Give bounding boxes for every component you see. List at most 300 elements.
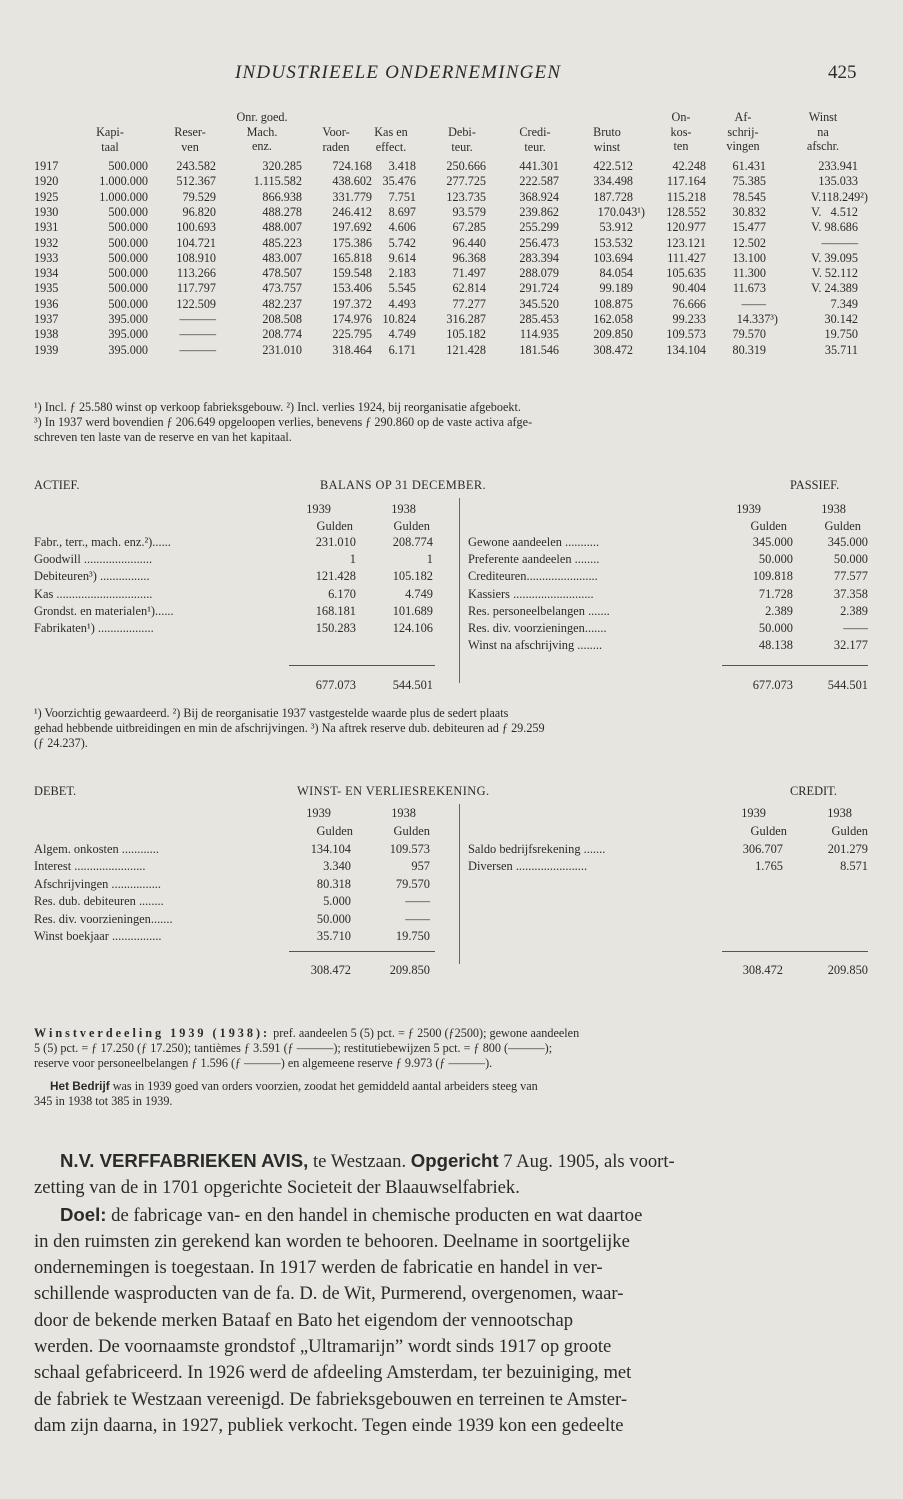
history-cell: 368.924 [519, 189, 559, 204]
history-cell: 1.000.000 [99, 174, 148, 189]
history-cell: 473.757 [262, 281, 302, 296]
actief-total-1938: 544.501 [392, 678, 433, 692]
history-cell: 246.412 [332, 204, 372, 219]
actief-value-1938: 208.774 [392, 535, 433, 549]
history-cell: 239.862 [519, 204, 559, 219]
history-cell: 197.692 [332, 220, 372, 235]
pl-unit-left: Gulden [316, 824, 353, 838]
history-cell: 288.079 [519, 266, 559, 281]
history-header-5: Kas en effect. [374, 125, 408, 154]
history-cell: 208.508 [262, 312, 302, 326]
debet-label: Winst boekjaar ................ [34, 929, 162, 943]
actief-value-1938: 124.106 [392, 621, 433, 635]
balance-unit-left: Gulden [316, 519, 353, 533]
history-cell: 208.774 [262, 327, 302, 342]
actief-value-1938: 105.182 [392, 569, 433, 584]
actief-value-1939: 150.283 [315, 621, 356, 635]
avis-line-4: in den ruimsten zin gerekend kan worden te behooren. Deelname in soortgelijke [34, 1230, 630, 1252]
history-cell: 291.724 [519, 281, 559, 296]
history-cell: 99.233 [672, 312, 706, 326]
page-number: 425 [828, 62, 857, 83]
passief-title: PASSIEF. [790, 478, 840, 492]
history-note-3: schreven ten laste van de reserve en van het kapitaal. [34, 430, 292, 444]
passief-value-1939: 109.818 [752, 569, 793, 584]
avis-location: te Westzaan. [312, 1151, 407, 1172]
history-cell: 187.728 [593, 189, 633, 204]
winstverdeeling-line-2: 5 (5) pct. = ƒ 17.250 (ƒ 17.250); tantièmes ƒ 3.591 (ƒ ———); restitutiebewijzen 5 pct. = ƒ 800 (———); [34, 1041, 553, 1055]
history-cell: 90.404 [672, 281, 706, 296]
history-cell: 71.497 [452, 266, 486, 281]
history-year: 1936 [34, 296, 59, 311]
history-cell: 181.546 [519, 342, 559, 357]
history-header-11: Winst na afschr. [806, 110, 840, 153]
history-cell: 19.750 [824, 327, 858, 342]
passief-total-rule [722, 665, 868, 666]
balance-unit-right: Gulden [824, 519, 861, 533]
debet-value-1938: 109.573 [389, 842, 430, 856]
history-cell: 243.582 [176, 159, 216, 173]
history-cell: 78.545 [732, 189, 766, 204]
history-cell: 2.183 [388, 266, 416, 281]
history-header-3: Onr. goed. Mach. enz. [236, 110, 288, 153]
history-cell: 103.694 [593, 250, 633, 265]
history-cell: 277.725 [446, 174, 486, 189]
debet-value-1938: 79.570 [395, 876, 430, 891]
history-cell: 225.795 [332, 327, 372, 342]
actief-value-1939: 168.181 [315, 603, 356, 618]
history-cell: 93.579 [452, 204, 486, 219]
history-cell: 233.941 [818, 159, 858, 173]
history-cell: 334.498 [593, 174, 633, 189]
history-cell: 500.000 [108, 296, 148, 311]
history-cell: 209.850 [593, 327, 633, 342]
history-year: 1933 [34, 250, 59, 265]
history-cell: 283.394 [519, 250, 559, 265]
history-cell: 100.693 [176, 220, 216, 235]
pl-year-1939-right: 1939 [741, 806, 766, 820]
history-cell: 105.182 [446, 327, 486, 342]
history-cell: 79.529 [182, 189, 216, 204]
history-cell: 121.428 [446, 342, 486, 357]
history-year: 1939 [34, 342, 59, 357]
debet-value-1938: 957 [411, 859, 430, 874]
history-cell: 256.473 [519, 235, 559, 250]
passief-value-1939: 48.138 [758, 638, 793, 653]
history-note-2: ³) In 1937 werd bovendien ƒ 206.649 opgeloopen verlies, benevens ƒ 290.860 op de vaste activa afge- [34, 415, 533, 429]
credit-value-1939: 1.765 [755, 859, 783, 874]
history-cell: 6.171 [388, 342, 416, 357]
debet-label: Res. dub. debiteuren ........ [34, 894, 164, 909]
history-cell: 134.104 [666, 342, 706, 357]
history-cell: 320.285 [262, 159, 302, 173]
history-year: 1917 [34, 159, 59, 173]
doel-label: Doel: [60, 1203, 107, 1225]
actief-total-rule [289, 665, 435, 666]
history-cell: 42.248 [672, 159, 706, 173]
avis-section [34, 1148, 874, 1439]
opgericht-label: Opgericht [410, 1150, 499, 1171]
history-header-2: Reser- ven [174, 125, 206, 154]
history-cell: 104.721 [176, 235, 216, 250]
history-notes [34, 400, 874, 445]
history-cell: 96.820 [182, 204, 216, 219]
history-cell: 61.431 [732, 159, 766, 173]
history-cell: 482.237 [262, 296, 302, 311]
debet-value-1939: 134.104 [310, 842, 351, 856]
history-cell: 111.427 [667, 250, 706, 265]
history-cell: 174.976 [332, 312, 372, 326]
history-cell: 99.189 [599, 281, 633, 296]
credit-total-rule [722, 951, 868, 952]
passief-label: Kassiers .......................... [468, 586, 594, 601]
history-cell: 14.337³) [736, 312, 778, 326]
history-cell: 117.797 [176, 281, 216, 296]
history-cell: 76.666 [672, 296, 706, 311]
history-cell: 8.697 [388, 204, 416, 219]
balance-note-3: (ƒ 24.237). [34, 736, 88, 750]
history-cell: 35.711 [824, 342, 858, 357]
passief-label: Crediteuren....................... [468, 569, 598, 584]
avis-line-7: door de bekende merken Bataaf en Bato het eigendom der vennootschap [34, 1309, 574, 1331]
history-cell: 318.464 [332, 342, 372, 357]
history-cell: 114.935 [519, 327, 559, 342]
debet-label: Algem. onkosten ............ [34, 842, 159, 856]
history-cell: 153.532 [593, 235, 633, 250]
actief-label: Grondst. en materialen¹)...... [34, 603, 174, 618]
history-header-6: Debi- teur. [448, 125, 476, 154]
history-header-1: Kapi- taal [96, 125, 124, 154]
history-cell: 170.043¹) [597, 204, 645, 219]
credit-title: CREDIT. [790, 784, 837, 798]
pl-divider [459, 804, 460, 964]
history-cell: 483.007 [262, 250, 302, 265]
avis-line-10: de fabriek te Westzaan vereenigd. De fabrieksgebouwen en terreinen te Amster- [34, 1388, 628, 1410]
history-cell: 395.000 [108, 327, 148, 342]
company-name: N.V. VERFFABRIEKEN AVIS, [60, 1150, 309, 1171]
balance-year-1939-right: 1939 [736, 502, 761, 516]
balance-divider [459, 498, 460, 683]
history-cell-empty: ——— [179, 327, 216, 342]
history-cell: 96.440 [452, 235, 486, 250]
history-cell: 120.977 [666, 220, 706, 235]
passief-value-1938: 37.358 [833, 586, 868, 601]
bedrijf-line-2: 345 in 1938 tot 385 in 1939. [34, 1094, 173, 1108]
history-cell: 7.349 [830, 296, 858, 311]
history-year: 1925 [34, 189, 59, 204]
debet-total-1939: 308.472 [310, 963, 351, 977]
history-cell: 162.058 [593, 312, 633, 326]
history-cell: 231.010 [262, 342, 302, 357]
history-cell: 12.502 [732, 235, 766, 250]
history-cell: 35.476 [382, 174, 416, 189]
history-header-4: Voor- raden [322, 125, 350, 154]
history-year: 1937 [34, 312, 59, 326]
history-cell: 15.477 [732, 220, 766, 235]
pl-year-1938-right: 1938 [827, 806, 852, 820]
history-cell: 96.368 [452, 250, 486, 265]
history-cell: 255.299 [519, 220, 559, 235]
history-cell: 395.000 [108, 342, 148, 357]
avis-line-6: schillende wasproducten van de fa. D. de Wit, Purmerend, overgenomen, waar- [34, 1283, 624, 1305]
debet-label: Afschrijvingen ................ [34, 876, 161, 891]
history-cell: 331.779 [332, 189, 372, 204]
passief-value-1938: —— [843, 621, 868, 635]
history-cell: 105.635 [666, 266, 706, 281]
history-cell: 175.386 [332, 235, 372, 250]
actief-label: Kas ............................... [34, 586, 153, 601]
history-year: 1938 [34, 327, 59, 342]
pl-unit-right: Gulden [831, 824, 868, 838]
credit-value-1938: 201.279 [827, 842, 868, 856]
history-cell: 153.406 [332, 281, 372, 296]
history-cell-empty: ——— [179, 312, 216, 326]
debet-value-1938: —— [405, 911, 430, 926]
history-cell: 500.000 [108, 204, 148, 219]
history-header-7: Credi- teur. [519, 125, 551, 154]
history-cell: 488.278 [262, 204, 302, 219]
passief-value-1938: 2.389 [840, 603, 868, 618]
actief-value-1939: 6.170 [328, 586, 356, 601]
credit-value-1939: 306.707 [742, 842, 783, 856]
balance-year-1939-left: 1939 [306, 502, 331, 516]
passief-label: Res. div. voorzieningen....... [468, 621, 607, 635]
debet-value-1939: 80.318 [316, 876, 351, 891]
history-year: 1930 [34, 204, 59, 219]
pl-year-1939-left: 1939 [306, 806, 331, 820]
passief-value-1939: 2.389 [765, 603, 793, 618]
credit-label: Saldo bedrijfsrekening ....... [468, 842, 606, 856]
history-table [0, 0, 903, 400]
winstverdeeling-line-1: pref. aandeelen 5 (5) pct. = ƒ 2500 (ƒ2500); gewone aandeelen [273, 1026, 580, 1040]
history-cell: 13.100 [732, 250, 766, 265]
actief-label: Fabrikaten¹) .................. [34, 621, 154, 635]
debet-label: Res. div. voorzieningen....... [34, 911, 173, 926]
avis-line-9: schaal gefabriceerd. In 1926 werd de afdeeling Amsterdam, ter bezuiniging, met [34, 1362, 632, 1384]
winstverdeeling-line-3: reserve voor personeelbelangen ƒ 1.596 (ƒ ———) en algemeene reserve ƒ 9.973 (ƒ ———). [34, 1056, 493, 1070]
history-cell: 84.054 [599, 266, 633, 281]
history-cell-empty: ——— [179, 342, 216, 357]
history-cell: 4.493 [388, 296, 416, 311]
actief-value-1939: 1 [349, 552, 356, 567]
actief-label: Fabr., terr., mach. enz.²)...... [34, 535, 171, 549]
credit-total-1938: 209.850 [827, 963, 868, 977]
winstverdeeling [34, 1026, 874, 1071]
history-cell: 395.000 [108, 312, 148, 326]
history-cell: 53.912 [599, 220, 633, 235]
avis-line-1-end: 7 Aug. 1905, als voort- [503, 1151, 675, 1172]
history-cell: 79.570 [732, 327, 766, 342]
history-cell: 113.266 [176, 266, 216, 281]
history-cell: 62.814 [452, 281, 486, 296]
pl-unit-left: Gulden [393, 824, 430, 838]
history-cell: 478.507 [262, 266, 302, 281]
pl-title: WINST- EN VERLIESREKENING. [297, 784, 490, 798]
debet-title: DEBET. [34, 784, 77, 798]
history-cell: 724.168 [332, 159, 372, 173]
history-cell: 128.552 [666, 204, 706, 219]
avis-line-5: ondernemingen is toegestaan. In 1917 werden de fabricatie en handel in ver- [34, 1257, 603, 1279]
history-cell: 1.115.582 [253, 174, 302, 189]
actief-label: Debiteuren³) ................ [34, 569, 150, 584]
history-cell-empty: —— [741, 296, 766, 311]
passief-total-1939: 677.073 [752, 678, 793, 692]
passief-value-1938: 32.177 [833, 638, 868, 653]
history-cell: V. 52.112 [811, 266, 858, 281]
avis-line-8: werden. De voornaamste grondstof „Ultramarijn” wordt sinds 1917 op groote [34, 1336, 612, 1358]
history-cell: 75.385 [732, 174, 766, 189]
history-cell: 197.372 [332, 296, 372, 311]
history-cell: 9.614 [388, 250, 416, 265]
passief-value-1939: 71.728 [758, 586, 793, 601]
balance-year-1938-right: 1938 [821, 502, 846, 516]
history-cell: 11.673 [732, 281, 766, 296]
history-cell: 308.472 [593, 342, 633, 357]
history-cell: 488.007 [262, 220, 302, 235]
credit-total-1939: 308.472 [742, 963, 783, 977]
history-cell: 67.285 [452, 220, 486, 235]
history-cell: V. 39.095 [811, 250, 858, 265]
passief-value-1938: 77.577 [833, 569, 868, 584]
balance-note-2: gehad hebbende uitbreidingen en min de afschrijvingen. ³) Na aftrek reserve dub. debiteuren ad ƒ 29.259 [34, 721, 545, 735]
history-cell: 115.218 [666, 189, 706, 204]
pl-unit-right: Gulden [750, 824, 787, 838]
history-cell: 30.142 [824, 312, 858, 326]
credit-label: Diversen ....................... [468, 859, 588, 874]
actief-value-1939: 121.428 [315, 569, 356, 584]
history-cell: 485.223 [262, 235, 302, 250]
history-cell: 3.418 [388, 159, 416, 173]
avis-line-11: dam zijn daarna, in 1927, publiek verkocht. Tegen einde 1939 kon een gedeelte [34, 1414, 624, 1436]
history-cell: 4.606 [388, 220, 416, 235]
actief-value-1939: 231.010 [315, 535, 356, 549]
passief-label: Preferente aandeelen ........ [468, 552, 600, 567]
running-title: INDUSTRIEELE ONDERNEMINGEN [235, 62, 562, 83]
history-cell: 512.367 [176, 174, 216, 189]
balance-note-1: ¹) Voorzichtig gewaardeerd. ²) Bij de reorganisatie 1937 vastgestelde waarde plus de sedert plaats [34, 706, 509, 720]
actief-label: Goodwill ...................... [34, 552, 153, 567]
history-year: 1931 [34, 220, 59, 235]
debet-total-rule [289, 951, 435, 952]
history-cell: 10.824 [382, 312, 416, 326]
passief-label: Gewone aandeelen ........... [468, 535, 600, 549]
history-cell: 109.573 [666, 327, 706, 342]
passief-value-1938: 50.000 [833, 552, 868, 567]
avis-line-3: de fabricage van- en den handel in chemische producten en wat daartoe [111, 1204, 643, 1226]
history-year: 1934 [34, 266, 59, 281]
passief-value-1939: 50.000 [758, 552, 793, 567]
actief-value-1938: 1 [426, 552, 433, 567]
debet-total-1938: 209.850 [389, 963, 430, 977]
passief-total-1938: 544.501 [827, 678, 868, 692]
history-cell: 117.164 [666, 174, 706, 189]
history-cell: 500.000 [108, 159, 148, 173]
history-cell: 500.000 [108, 250, 148, 265]
history-cell: 500.000 [108, 281, 148, 296]
history-cell: 122.509 [176, 296, 216, 311]
history-cell: 500.000 [108, 220, 148, 235]
history-cell: 316.287 [446, 312, 486, 326]
history-cell: V.118.249²) [810, 189, 868, 204]
debet-label: Interest ....................... [34, 859, 146, 874]
balance-unit-right: Gulden [750, 519, 787, 533]
history-cell: 159.548 [332, 266, 372, 281]
actief-value-1938: 4.749 [405, 586, 433, 601]
debet-value-1939: 35.710 [316, 929, 351, 943]
history-cell: V. 98.686 [811, 220, 858, 235]
history-header-9: On- kos- ten [670, 110, 692, 153]
history-cell: 285.453 [519, 312, 559, 326]
history-year: 1932 [34, 235, 59, 250]
history-cell: 500.000 [108, 235, 148, 250]
history-year: 1935 [34, 281, 59, 296]
history-header-8: Bruto winst [593, 125, 621, 154]
bedrijf-line-1: was in 1939 goed van orders voorzien, zoodat het gemiddeld aantal arbeiders steeg van [112, 1079, 538, 1093]
history-cell: 108.875 [593, 296, 633, 311]
actief-value-1938: 101.689 [392, 603, 433, 618]
passief-value-1939: 50.000 [758, 621, 793, 635]
history-note-1: ¹) Incl. ƒ 25.580 winst op verkoop fabrieksgebouw. ²) Incl. verlies 1924, bij reorganisatie afgeboekt. [34, 400, 521, 414]
history-cell: 441.301 [519, 159, 559, 173]
debet-value-1938: —— [405, 894, 430, 909]
passief-value-1939: 345.000 [752, 535, 793, 549]
history-cell: 77.277 [452, 296, 486, 311]
history-cell-empty: ——— [821, 235, 858, 250]
winstverdeeling-label: Winstverdeeling 1939 (1938): [34, 1026, 271, 1040]
pl-section [0, 784, 903, 984]
history-cell: 345.520 [519, 296, 559, 311]
history-cell: 165.818 [332, 250, 372, 265]
history-year: 1920 [34, 174, 59, 189]
debet-value-1938: 19.750 [395, 929, 430, 943]
history-cell: 108.910 [176, 250, 216, 265]
passief-label: Winst na afschrijving ........ [468, 638, 603, 653]
history-cell: 438.602 [332, 174, 372, 189]
history-cell: 123.735 [446, 189, 486, 204]
debet-value-1939: 50.000 [316, 911, 351, 926]
history-cell: 1.000.000 [99, 189, 148, 204]
debet-value-1939: 3.340 [323, 859, 351, 874]
balance-unit-left: Gulden [393, 519, 430, 533]
history-cell: 422.512 [593, 159, 633, 173]
history-cell: 4.749 [388, 327, 416, 342]
history-cell: V. 24.389 [811, 281, 858, 296]
history-header-10: Af- schrij- vingen [726, 110, 760, 153]
credit-value-1938: 8.571 [840, 859, 868, 874]
balance-notes [34, 706, 874, 751]
avis-line-2: zetting van de in 1701 opgerichte Societeit der Blaauwselfabriek. [34, 1177, 520, 1199]
history-cell: 866.938 [262, 189, 302, 204]
balance-title: BALANS OP 31 DECEMBER. [320, 478, 486, 492]
history-cell: 11.300 [732, 266, 766, 281]
history-cell: 80.319 [732, 342, 766, 357]
balance-year-1938-left: 1938 [391, 502, 416, 516]
history-cell: 123.121 [666, 235, 706, 250]
history-cell: 500.000 [108, 266, 148, 281]
history-cell: 5.742 [388, 235, 416, 250]
history-cell: 7.751 [388, 189, 416, 204]
history-cell: 250.666 [446, 159, 486, 173]
pl-year-1938-left: 1938 [391, 806, 416, 820]
bedrijf-label: Het Bedrijf [50, 1079, 110, 1093]
history-cell: 5.545 [388, 281, 416, 296]
passief-label: Res. personeelbelangen ....... [468, 603, 610, 618]
history-cell: 135.033 [818, 174, 858, 189]
history-cell: 30.832 [732, 204, 766, 219]
passief-value-1938: 345.000 [827, 535, 868, 549]
bedrijf [34, 1079, 880, 1109]
actief-total-1939: 677.073 [315, 678, 356, 692]
history-cell: 222.587 [519, 174, 559, 189]
